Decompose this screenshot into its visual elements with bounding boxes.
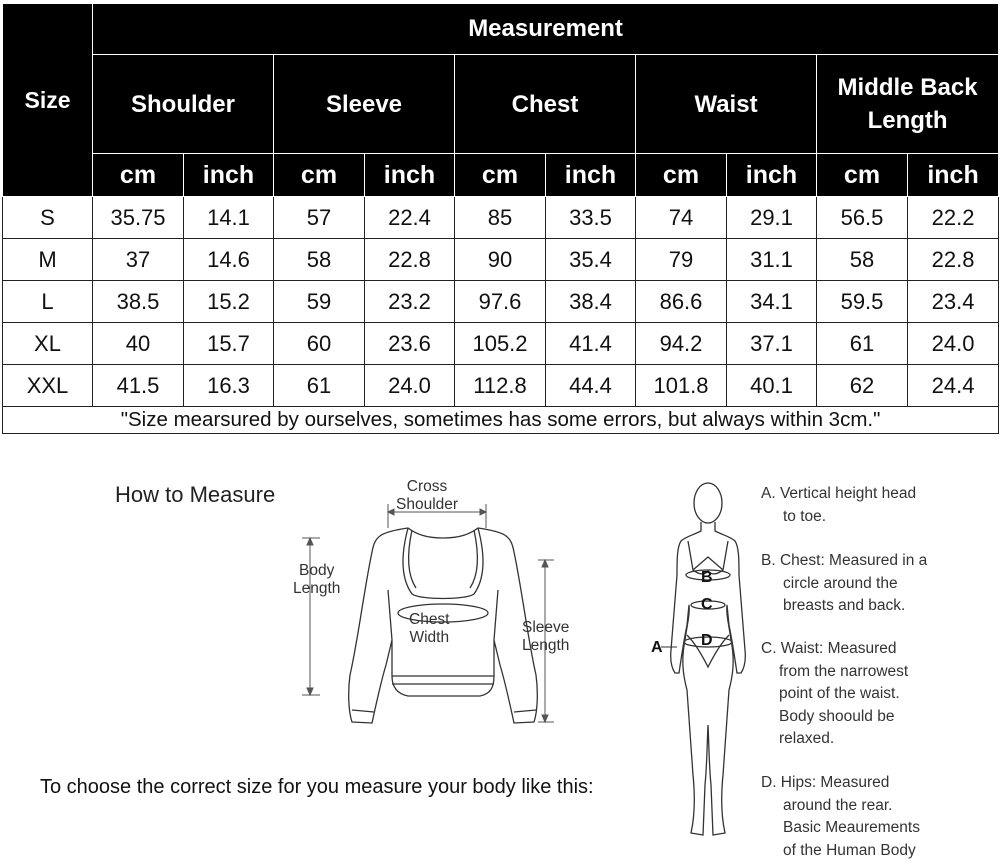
chest-header: Chest — [455, 55, 636, 154]
table-cell: 34.1 — [727, 281, 817, 323]
unit-header: cm — [636, 154, 727, 197]
note-row — [3, 407, 999, 434]
table-cell: 74 — [636, 197, 727, 239]
legend-a-line1: A. Vertical height head — [761, 485, 917, 502]
table-cell: 35.75 — [93, 197, 184, 239]
table-cell: 41.4 — [546, 323, 636, 365]
legend-d-line3: Basic Meaurements — [783, 819, 920, 836]
unit-header: inch — [546, 154, 636, 197]
table-cell: 61 — [817, 323, 908, 365]
size-cell: L — [3, 281, 93, 323]
table-cell: 35.4 — [546, 239, 636, 281]
cross-shoulder-label — [396, 478, 458, 514]
size-cell: XXL — [3, 365, 93, 407]
body-figure-diagram — [655, 475, 755, 855]
table-cell: 58 — [817, 239, 908, 281]
unit-header: cm — [455, 154, 546, 197]
marker-a: A — [651, 639, 663, 656]
length-label: Length — [867, 107, 948, 134]
table-cell: 94.2 — [636, 323, 727, 365]
how-to-measure-title: How to Measure — [115, 482, 276, 507]
table-cell: 37.1 — [727, 323, 817, 365]
unit-header: inch — [365, 154, 455, 197]
length-label: Length — [522, 637, 570, 654]
sleeve-label: Sleeve — [522, 619, 570, 636]
table-cell: 90 — [455, 239, 546, 281]
unit-header: inch — [727, 154, 817, 197]
table-cell: 23.4 — [908, 281, 999, 323]
table-cell: 112.8 — [455, 365, 546, 407]
legend-c-line2: from the narrowest — [779, 662, 909, 680]
table-row — [3, 365, 999, 407]
body-length-label — [293, 562, 340, 598]
table-cell: 38.4 — [546, 281, 636, 323]
table-cell: 29.1 — [727, 197, 817, 239]
table-cell: 86.6 — [636, 281, 727, 323]
unit-header: cm — [274, 154, 365, 197]
legend-d-line1: D. Hips: Measured — [761, 774, 890, 791]
legend-d — [761, 772, 920, 862]
table-row — [3, 323, 999, 365]
table-cell: 24.4 — [908, 365, 999, 407]
legend-c-line5: relaxed. — [779, 730, 835, 747]
table-cell: 14.1 — [184, 197, 274, 239]
length-label: Length — [293, 580, 341, 597]
legend-b — [761, 550, 927, 618]
table-cell: 79 — [636, 239, 727, 281]
table-cell: 16.3 — [184, 365, 274, 407]
body-label: Body — [299, 562, 335, 579]
unit-header: inch — [908, 154, 999, 197]
size-chart-table — [2, 3, 999, 434]
head-outline — [694, 483, 722, 523]
table-cell: 85 — [455, 197, 546, 239]
table-cell: 61 — [274, 365, 365, 407]
shoulder-header: Shoulder — [93, 55, 274, 154]
table-cell: 31.1 — [727, 239, 817, 281]
table-cell: 40.1 — [727, 365, 817, 407]
size-header: Size — [3, 4, 93, 197]
legend-a — [761, 483, 916, 528]
unit-header: cm — [817, 154, 908, 197]
instruction-text: To choose the correct size for you measure your body like this: — [40, 776, 594, 798]
table-cell: 23.6 — [365, 323, 455, 365]
table-cell: 40 — [93, 323, 184, 365]
table-cell: 41.5 — [93, 365, 184, 407]
table-cell: 97.6 — [455, 281, 546, 323]
shoulder-label: Shoulder — [396, 496, 459, 513]
waist-header: Waist — [636, 55, 817, 154]
unit-header: inch — [184, 154, 274, 197]
chest-width-label — [409, 611, 450, 647]
table-cell: 22.8 — [908, 239, 999, 281]
legend-c-line1: C. Waist: Measured — [761, 640, 897, 657]
table-cell: 59 — [274, 281, 365, 323]
table-cell: 24.0 — [365, 365, 455, 407]
sleeve-header: Sleeve — [274, 55, 455, 154]
table-cell: 58 — [274, 239, 365, 281]
table-cell: 59.5 — [817, 281, 908, 323]
table-row — [3, 239, 999, 281]
marker-d: D — [701, 632, 713, 649]
legend-b-line2: circle around the — [783, 574, 898, 592]
width-label: Width — [409, 629, 450, 646]
legend-c — [761, 638, 908, 751]
size-cell: XL — [3, 323, 93, 365]
legend-b-line1: B. Chest: Measured in a — [761, 552, 928, 569]
table-cell: 14.6 — [184, 239, 274, 281]
legend-c-line4: Body shoould be — [779, 707, 895, 725]
legend-d-line2: around the rear. — [783, 796, 893, 814]
legend-d-line4: of the Human Body — [783, 841, 916, 859]
table-cell: 105.2 — [455, 323, 546, 365]
legend-c-line3: point of the waist. — [779, 685, 900, 702]
table-cell: 38.5 — [93, 281, 184, 323]
table-cell: 22.8 — [365, 239, 455, 281]
table-cell: 37 — [93, 239, 184, 281]
sleeve-length-label — [522, 619, 569, 655]
table-cell: 23.2 — [365, 281, 455, 323]
unit-header: cm — [93, 154, 184, 197]
table-cell: 56.5 — [817, 197, 908, 239]
table-cell: 101.8 — [636, 365, 727, 407]
cross-label: Cross — [406, 478, 448, 495]
table-cell: 22.4 — [365, 197, 455, 239]
marker-c: C — [701, 596, 713, 613]
table-row — [3, 197, 999, 239]
legend-b-line3: breasts and back. — [783, 597, 906, 614]
measurement-note: "Size mearsured by ourselves, sometimes has some errors, but always within 3cm." — [3, 407, 999, 434]
table-cell: 15.7 — [184, 323, 274, 365]
table-cell: 15.2 — [184, 281, 274, 323]
table-cell: 22.2 — [908, 197, 999, 239]
marker-b: B — [701, 569, 713, 586]
measurement-header: Measurement — [93, 4, 999, 55]
table-cell: 44.4 — [546, 365, 636, 407]
table-cell: 33.5 — [546, 197, 636, 239]
table-cell: 57 — [274, 197, 365, 239]
size-cell: S — [3, 197, 93, 239]
table-cell: 24.0 — [908, 323, 999, 365]
legend-a-line2: to toe. — [783, 507, 827, 525]
middle-back-label: Middle Back — [837, 74, 978, 101]
table-cell: 62 — [817, 365, 908, 407]
table-row — [3, 281, 999, 323]
table-cell: 60 — [274, 323, 365, 365]
middle-back-length-header — [817, 55, 999, 154]
chest-label: Chest — [409, 611, 450, 628]
size-cell: M — [3, 239, 93, 281]
